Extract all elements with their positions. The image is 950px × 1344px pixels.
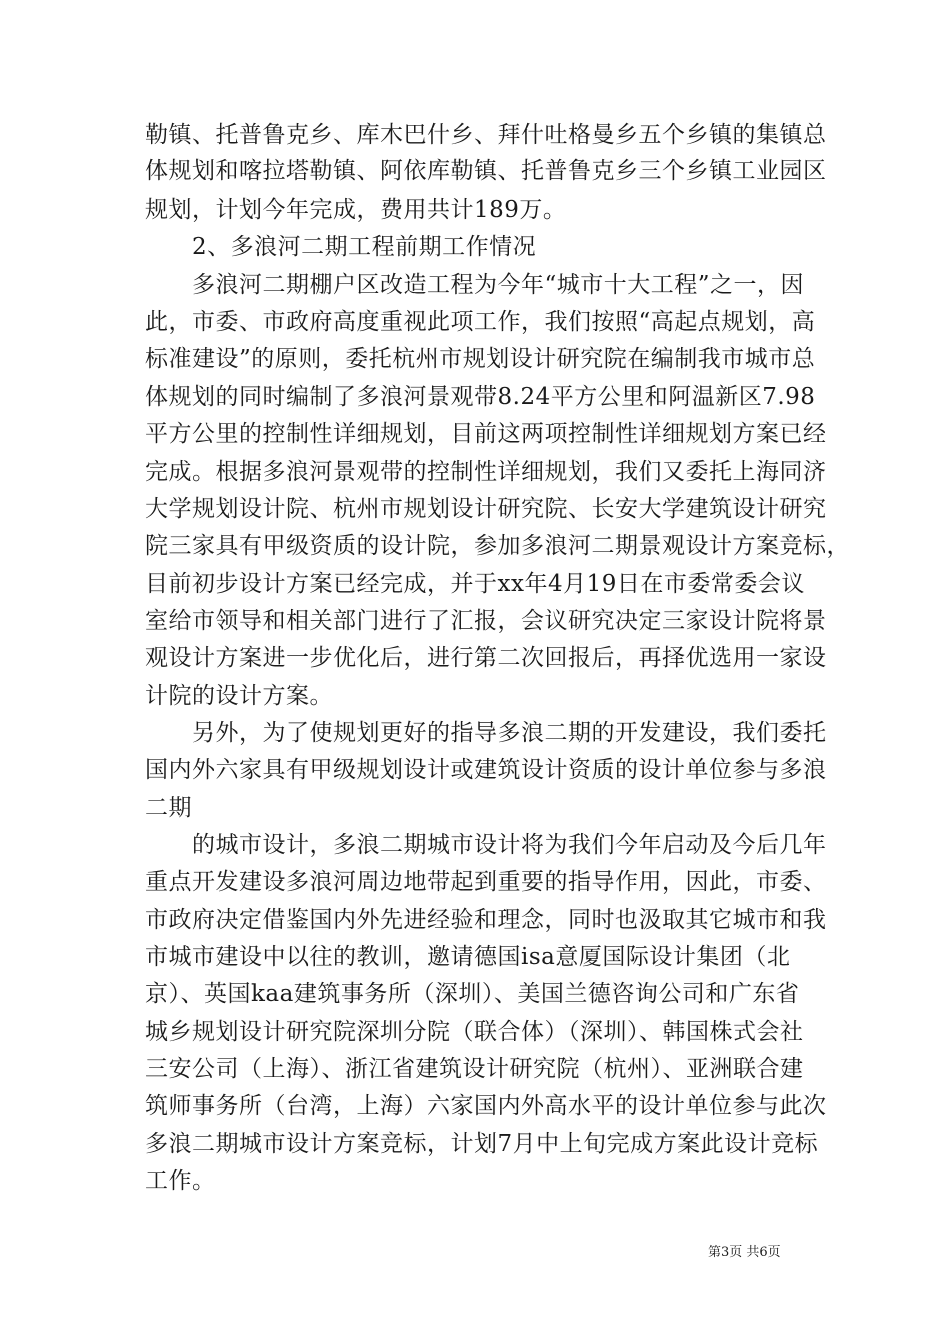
body-line: 此，市委、市政府高度重视此项工作，我们按照“高起点规划，高: [145, 309, 816, 335]
body-line: 完成。根据多浪河景观带的控制性详细规划，我们又委托上海同济: [145, 459, 827, 485]
body-line: 的城市设计，多浪二期城市设计将为我们今年启动及今后几年: [192, 832, 827, 858]
body-line: 工作。: [145, 1168, 216, 1194]
body-line: 计院的设计方案。: [145, 683, 333, 709]
body-line: 院三家具有甲级资质的设计院，参加多浪河二期景观设计方案竞标，: [145, 533, 850, 559]
body-line: 重点开发建设多浪河周边地带起到重要的指导作用，因此，市委、: [145, 869, 827, 895]
body-line: 城乡规划设计研究院深圳分院（联合体）（深圳）、韩国株式会社: [145, 1019, 804, 1045]
body-line: 观设计方案进一步优化后，进行第二次回报后，再择优选用一家设: [145, 645, 827, 671]
page-number: 第3页 共6页: [708, 1245, 781, 1260]
body-line: 二期: [145, 795, 192, 821]
body-line: 另外，为了使规划更好的指导多浪二期的开发建设，我们委托: [192, 720, 827, 746]
body-line: 筑师事务所（台湾，上海）六家国内外高水平的设计单位参与此次: [145, 1093, 827, 1119]
body-line: 体规划的同时编制了多浪河景观带8.24平方公里和阿温新区7.98: [145, 384, 816, 410]
body-line: 规划，计划今年完成，费用共计189万。: [145, 197, 567, 223]
body-line: 国内外六家具有甲级规划设计或建筑设计资质的设计单位参与多浪: [145, 757, 827, 783]
body-line: 室给市领导和相关部门进行了汇报，会议研究决定三家设计院将景: [145, 608, 827, 634]
body-line: 体规划和喀拉塔勒镇、阿依库勒镇、托普鲁克乡三个乡镇工业园区: [145, 158, 827, 184]
section-heading: 2、多浪河二期工程前期工作情况: [192, 234, 537, 260]
body-line: 目前初步设计方案已经完成，并于xx年4月19日在市委常委会议: [145, 571, 805, 597]
body-line: 勒镇、托普鲁克乡、库木巴什乡、拜什吐格曼乡五个乡镇的集镇总: [145, 122, 827, 148]
body-line: 大学规划设计院、杭州市规划设计研究院、长安大学建筑设计研究: [145, 496, 827, 522]
body-line: 多浪二期城市设计方案竞标，计划7月中上旬完成方案此设计竞标: [145, 1131, 819, 1157]
body-line: 多浪河二期棚户区改造工程为今年“城市十大工程”之一，因: [192, 272, 805, 298]
body-line: 市政府决定借鉴国内外先进经验和理念，同时也汲取其它城市和我: [145, 907, 827, 933]
body-line: 平方公里的控制性详细规划，目前这两项控制性详细规划方案已经: [145, 421, 827, 447]
body-line: 京）、英国kaa建筑事务所（深圳）、美国兰德咨询公司和广东省: [145, 981, 800, 1007]
body-line: 标准建设”的原则，委托杭州市规划设计研究院在编制我市城市总: [145, 346, 816, 372]
body-line: 三安公司（上海）、浙江省建筑设计研究院（杭州）、亚洲联合建: [145, 1056, 804, 1082]
body-line: 市城市建设中以往的教训，邀请德国isa意厦国际设计集团（北: [145, 944, 791, 970]
